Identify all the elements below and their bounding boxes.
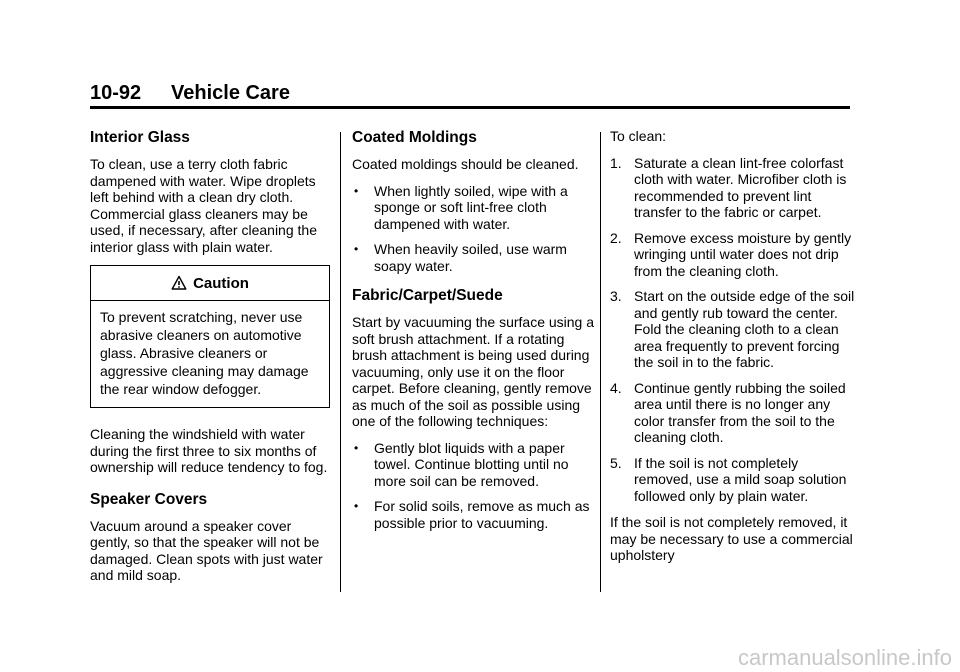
caution-title: Caution [193,274,249,292]
column-3 [610,128,855,574]
cleaning-steps [610,155,855,505]
fabric-list [352,440,598,532]
watermark: carmanualsonline.info [737,645,952,670]
bullet-icon: • [354,183,359,198]
interior-glass-text: To clean, use a terry cloth fabric dampened with water. Wipe droplets left behind with a clean dry cloth. Commercial glass cleaners may be used, if necessary, after cleaning the interior glass with plain water. [90,156,317,255]
to-clean-intro: To clean: [610,128,667,144]
column-divider-1 [340,132,341,592]
bullet-icon: • [354,242,359,256]
list-item: • When heavily soiled, use warm soapy water. [354,241,567,274]
list-item: • When lightly soiled, wipe with a sponge or soft lint-free cloth dampened with water. [354,182,568,232]
fabric-text: Start by vacuuming the surface using a soft brush attachment. If a rotating brush attachment is being used during vacuuming, only use it on the floor carpet. Before cleaning, gently remove as much of the soil as possible using one of the following techniques: [352,314,595,429]
to-clean-outro: If the soil is not completely removed, it may be necessary to use a commercial upholstery [610,514,853,563]
step-item: 2. Remove excess moisture by gently wringing until water does not drip from the cleaning cloth. [610,229,852,279]
step-item: 4. Continue gently rubbing the soiled area until there is no longer any color transfer from the soil to the cleaning cloth. [610,379,846,445]
page-header [90,80,850,109]
step-item: 1. Saturate a clean lint-free colorfast cloth with water. Microfiber cloth is recommended to prevent lint transfer to the fabric or carpet. [610,154,847,220]
column-1 [90,128,330,594]
section-title: Vehicle Care [171,82,290,104]
fabric-heading: Fabric/Carpet/Suede [352,287,503,304]
speaker-covers-heading: Speaker Covers [90,490,208,508]
step-item: 5. If the soil is not completely removed, use a mild soap solution followed only by plain water. [610,454,847,504]
list-item: • For solid soils, remove as much as possible prior to vacuuming. [354,498,590,531]
interior-glass-heading: Interior Glass [90,129,190,146]
windshield-text: Cleaning the windshield with water during the first three to six months of ownership will reduce tendency to fog. [90,426,328,475]
bullet-icon: • [354,499,359,513]
coated-moldings-list [352,183,598,275]
list-item: • Gently blot liquids with a paper towel. Continue blotting until no more soil can be removed. [354,439,569,489]
coated-moldings-text: Coated moldings should be cleaned. [352,156,579,172]
speaker-covers-text: Vacuum around a speaker cover gently, so that the speaker will not be damaged. Clean spots with just water and mild soap. [90,517,323,583]
coated-moldings-heading: Coated Moldings [352,129,477,146]
warning-icon [171,275,187,291]
page-number: 10-92 [90,82,142,104]
column-2 [352,128,598,541]
caution-header [91,266,329,301]
step-item: 3. Start on the outside edge of the soil and gently rub toward the center. Fold the cleaning cloth to a clean area frequently to prevent forcing the soil in to the fabric. [610,288,855,370]
caution-text: To prevent scratching, never use abrasive cleaners on automotive glass. Abrasive cleaners or aggressive cleaning may damage the rear window defogger. [100,309,309,397]
bullet-icon: • [354,440,359,455]
column-divider-2 [600,132,601,592]
caution-box [90,265,330,408]
